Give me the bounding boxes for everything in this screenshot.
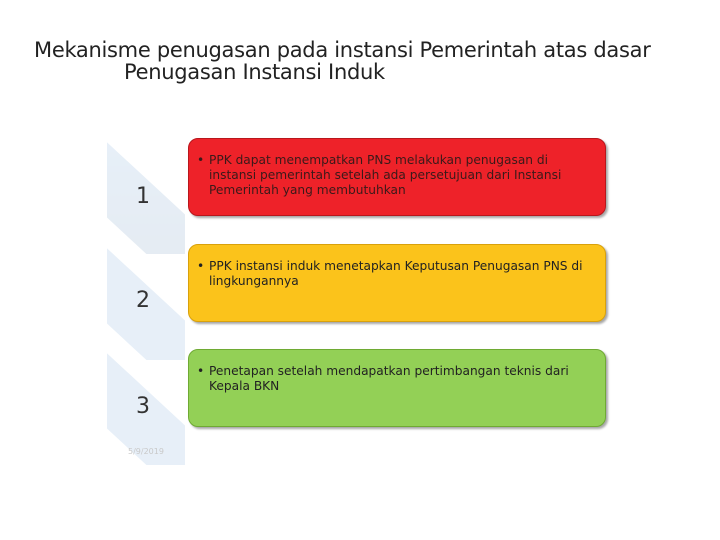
slide-date-footer: 5/9/2019 — [128, 447, 164, 456]
title-line-1: Mekanisme penugasan pada instansi Pemerintah atas dasar — [34, 38, 651, 62]
step-1-number: 1 — [136, 184, 150, 209]
step-3-number: 3 — [136, 394, 150, 419]
step-2-number: 2 — [136, 288, 150, 313]
step-3-box — [188, 349, 606, 427]
step-2-text: PPK instansi induk menetapkan Keputusan Penugasan PNS di lingkungannya — [209, 259, 583, 288]
bullet-icon: • — [197, 153, 205, 167]
step-3-text-item — [197, 364, 595, 394]
step-1-text: PPK dapat menempatkan PNS melakukan penugasan di instansi pemerintah setelah ada persetujuan dari Instansi Pemerintah yang membutuhkan — [209, 153, 562, 197]
step-2-box — [188, 244, 606, 322]
step-1-text-item — [197, 153, 595, 198]
step-1-box — [188, 138, 606, 216]
bullet-icon: • — [197, 259, 205, 273]
title-line-2: Penugasan Instansi Induk — [124, 60, 385, 84]
step-3-text: Penetapan setelah mendapatkan pertimbangan teknis dari Kepala BKN — [209, 364, 569, 393]
step-2-text-item — [197, 259, 595, 289]
bullet-icon: • — [197, 364, 205, 378]
